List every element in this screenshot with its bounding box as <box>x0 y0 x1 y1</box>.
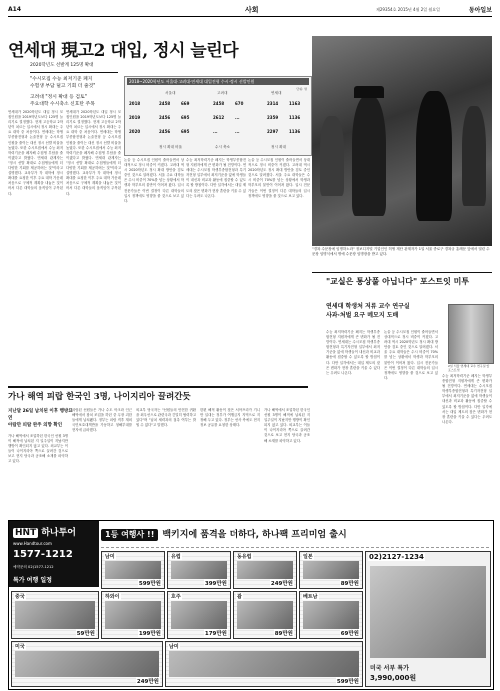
subhead: 주요대학 수시축소 신호탄 주목 <box>30 102 95 107</box>
subhead: 고려대 "정시 확대 등 검토" <box>30 95 87 100</box>
ad-phone: 1577-1212 <box>13 549 73 560</box>
divider <box>8 386 308 388</box>
right-panel-image <box>370 566 486 658</box>
tile-title: 중국 <box>15 594 25 600</box>
article-column: 논술 등 수시모집 인원이 줄어들면서 상대적으로 정시 비중이 커졌다. 고려대 역시 2020학년도 정시 확대 방안을 검토 중인 것으로 알려졌다. 서울 주요 대학들은 수시 비중이 70%를 넘는 상황에서 학생과 학부모의 불만이 이어져 왔다. 입시 전문가들은 이번 결정이 다른 대학들의 입시 정책에도 영향을 줄 것으로 보고 있다. <box>124 158 184 203</box>
article-column: 수능 최저학력기준 폐지는 학생부종합전형 지원자에게 큰 변화가 될 전망이다. 연세대는 수시모집 학생부종합전형과 특기자전형 일부에서 최저기준을 없애 학생들이 내신과 비교과 활동에 집중할 수 있도록 할 방침이다. 다만 일각에서는 대입 제도의 잦은 변화가 현장 혼란을 키울 수 있다는 우려도 나온다. <box>442 374 492 424</box>
subhead: "수시모집 수능 최저기준 폐지 <box>30 77 93 82</box>
kicker: 2020학년도 선발계 125명 확대 <box>30 63 94 68</box>
infographic-title: 2018~2020학년도 서울대·고려대·연세대 대입전형 수시·정시 선발인원 <box>127 78 309 85</box>
ad-brand <box>13 525 79 538</box>
tile-title: 하와이 <box>105 594 120 600</box>
travel-advertisement[interactable] <box>8 520 494 690</box>
infographic-row <box>129 115 307 127</box>
article-column: 연세대가 2020학년도 대입 정시 모집인원을 2019학년도보다 125명 늘리기로 결정했다. 현재 고등학교 2학년이 치르는 입시에서 정시 확대는 주요 대학 중 처음이다. 연세대는 학생부종합전형과 논술전형 등 수시모집 인원을 줄이는 대신 정시 선발 비율을 높였다. 또한 수시모집에서 수능 최저학력기준을 폐지해 수험생 부담을 줄이겠다고 밝혔다. 연세대 관계자는 "정시 선발 확대로 수험생들에게 더 다양한 기회를 제공하려는 것"이라고 설명했다. 교육부가 각 대학에 정시 확대를 요청한 이후 주요 대학 가운데 처음으로 구체적 계획을 내놓은 것이어서 다른 대학들의 움직임이 주목된다. <box>8 110 63 196</box>
admissions-infographic <box>124 76 312 156</box>
year-label: 2019 <box>129 115 141 120</box>
postit-photo <box>448 304 494 364</box>
ad-tag: 1등 여행사 !! <box>101 529 158 541</box>
newspaper-logo: 동아일보 <box>468 7 492 14</box>
page-number: A14 <box>8 6 21 13</box>
ad-tile[interactable] <box>233 591 297 639</box>
ad-banner <box>101 523 489 548</box>
value-cell: 695 <box>181 129 190 134</box>
ad-right-panel[interactable] <box>365 551 491 687</box>
article-column: 피랍된 선원들은 가나 수도 아크라 인근 해역에서 참치 조업을 하던 중 무장 괴한들에게 납치됐다. 정부는 피랍 직후 재외국민보호대책반을 가동하고 청해부대를 현지에 급파했다. <box>72 408 132 433</box>
group-label: 서울대 <box>165 91 176 95</box>
tile-title: 동유럽 <box>237 554 252 560</box>
ad-brand-mark: HNT <box>15 528 37 538</box>
ad-tile[interactable] <box>11 591 99 639</box>
tile-price: 249만원 <box>136 679 159 685</box>
postit-headline: "교실은 통상풀 아닙니다" 포스트잇 미투 <box>326 276 470 286</box>
piracy-subhead: 지난달 26일 납치된 이후 행방묘연 <box>8 409 73 421</box>
masthead-bar <box>8 4 492 17</box>
postit-subhead: 사과·처벌 요구 메모지 도배 <box>326 312 399 319</box>
subhead: 수험생 부담 덜고 기회 더 줄것" <box>30 84 96 89</box>
ad-tile[interactable] <box>233 551 297 589</box>
right-price: 3,990,000원 <box>370 674 417 682</box>
subheads <box>30 76 120 108</box>
ad-tile[interactable] <box>101 591 165 639</box>
year-label: 2018 <box>129 101 141 106</box>
section-name: 사회 <box>245 6 259 14</box>
article-column: 논술 등 수시모집 인원이 줄어들면서 상대적으로 정시 비중이 커졌다. 고려대 역시 2020학년도 정시 확대 방안을 검토 중인 것으로 알려졌다. 서울 주요 대학들은 수시 비중이 70%를 넘는 상황에서 학생과 학부모의 불만이 이어져 왔다. 입시 전문가들은 이번 결정이 다른 대학들의 입시 정책에도 영향을 줄 것으로 보고 있다. <box>248 158 310 198</box>
right-promo: 미국 서부 특가 <box>370 665 409 672</box>
article-column: 가나 해역에서 조업하던 한국인 선원 3명이 해적에 납치된 지 일주일이 지났지만 행방이 확인되지 않고 있다. 외교부는 이들이 나이지리아 쪽으로 끌려간 것으로 보고 현지 당국과 공조해 소재를 파악하고 있다. <box>8 434 68 464</box>
tile-title: 호주 <box>171 594 181 600</box>
tile-title: 남미 <box>105 554 115 560</box>
ceremony-photo <box>312 36 492 246</box>
value-cell: 2297 <box>267 129 279 134</box>
tile-price: 69만원 <box>340 631 359 637</box>
photo-figure-hat <box>354 86 384 98</box>
ad-brand-panel <box>9 521 99 587</box>
ad-tile[interactable] <box>165 641 363 687</box>
main-headline: 연세대 現고2 대입, 정시 늘린다 <box>8 41 239 61</box>
value-cell: 2458 <box>213 101 225 106</box>
value-cell: 2458 <box>159 101 171 106</box>
photo-caption: "경복 수문장에 임명하노라" 정보디지털 기업인인 허생 재단 관계자가 1일 서울 종로구 경복궁 흥례문 앞에서 열린 수문장 임명식에서 명예 수문장 임명장을 받고 있다. <box>312 247 490 256</box>
photo-figure <box>320 116 344 196</box>
tile-price: 59만원 <box>76 631 95 637</box>
photo-figure <box>352 96 386 216</box>
ad-tile[interactable] <box>101 551 165 589</box>
article-column: 외교부 당국자는 "선원들의 안전한 귀환을 최우선으로 관련국과 긴밀히 협력하고 있다"며 "납치 세력과의 접촉 여부는 밝힐 수 없다"고 말했다. <box>136 408 196 428</box>
tile-price: 89만원 <box>340 581 359 587</box>
tile-price: 599만원 <box>138 581 161 587</box>
piracy-subhead: 아랍만 피랍 완주 의향 확인 <box>8 423 63 428</box>
postit-subheads <box>326 302 446 320</box>
value-cell: 2456 <box>159 115 171 120</box>
article-column: 수능 최저학력기준 폐지는 학생부종합전형 지원자에게 큰 변화가 될 전망이다. 연세대는 수시모집 학생부종합전형과 특기자전형 일부에서 최저기준을 없애 학생들이 내신과 비교과 활동에 집중할 수 있도록 할 방침이다. 다만 일각에서는 대입 제도의 잦은 변화가 현장 혼란을 키울 수 있다는 우려도 나온다. <box>186 158 246 198</box>
footer-label: 정시 확대 비율 <box>159 145 183 149</box>
value-cell: 2314 <box>267 101 279 106</box>
piracy-subheads <box>8 408 73 429</box>
divider <box>30 72 118 73</box>
tile-title: 남미 <box>169 644 179 650</box>
footer-label: 정시 확대 <box>271 145 287 149</box>
value-cell: ... <box>235 129 240 134</box>
ad-banner-text: 백키지에 품격을 더하다, 하나팩 프리미엄 출시 <box>162 530 347 540</box>
article-column: 가나 해역에서 조업하던 한국인 선원 3명이 해적에 납치된 지 일주일이 지났지만 행방이 확인되지 않고 있다. 외교부는 이들이 나이지리아 쪽으로 끌려간 것으로 보고 현지 당국과 공조해 소재를 파악하고 있다. <box>264 408 310 443</box>
ad-tile[interactable] <box>167 591 231 639</box>
year-label: 2020 <box>129 129 141 134</box>
divider <box>312 272 492 273</box>
value-cell: ... <box>235 115 240 120</box>
photo-figure <box>462 106 486 206</box>
tile-title: 미국 <box>15 644 25 650</box>
article-column: 논술 등 수시모집 인원이 줄어들면서 상대적으로 정시 비중이 커졌다. 고려대 역시 2020학년도 정시 확대 방안을 검토 중인 것으로 알려졌다. 서울 주요 대학들은 수시 비중이 70%를 넘는 상황에서 학생과 학부모의 불만이 이어져 왔다. 입시 전문가들은 이번 결정이 다른 대학들의 입시 정책에도 영향을 줄 것으로 보고 있다. <box>384 330 438 380</box>
postit-subhead: 연세대 학생처 저류 교수 연구실 <box>326 303 410 310</box>
value-cell: 2612 <box>213 115 225 120</box>
article-column: 연세대가 2020학년도 대입 정시 모집인원을 2019학년도보다 125명 늘리기로 결정했다. 현재 고등학교 2학년이 치르는 입시에서 정시 확대는 주요 대학 중 처음이다. 연세대는 학생부종합전형과 논술전형 등 수시모집 인원을 줄이는 대신 정시 선발 비율을 높였다. 또한 수시모집에서 수능 최저학력기준을 폐지해 수험생 부담을 줄이겠다고 밝혔다. 연세대 관계자는 "정시 선발 확대로 수험생들에게 더 다양한 기회를 제공하려는 것"이라고 설명했다. 교육부가 각 대학에 정시 확대를 요청한 이후 주요 대학 가운데 처음으로 구체적 계획을 내놓은 것이어서 다른 대학들의 움직임이 주목된다. <box>66 110 121 196</box>
group-label: 고려대 <box>217 91 228 95</box>
right-phone: 02)2127-1234 <box>369 553 424 561</box>
value-cell: 1136 <box>289 115 301 120</box>
value-cell: 2359 <box>267 115 279 120</box>
tile-title: 베트남 <box>303 594 318 600</box>
infographic-row <box>129 101 307 113</box>
issue-meta: 제29354호 2015년 4월 2일 월요일 <box>376 7 440 12</box>
tile-price: 179만원 <box>204 631 227 637</box>
ad-tile[interactable] <box>11 641 163 687</box>
ad-promo: 특가 여행 일정 <box>13 577 52 584</box>
tile-title: 괌 <box>237 594 242 600</box>
infographic-row <box>129 129 307 141</box>
tile-price: 599만원 <box>336 679 359 685</box>
tile-title: 일본 <box>303 554 313 560</box>
tile-price: 199만원 <box>138 631 161 637</box>
infographic-unit: 단위: 명 <box>296 87 307 91</box>
value-cell: 669 <box>181 101 190 106</box>
footer-label: 수시 축소 <box>215 145 231 149</box>
tile-title: 유럽 <box>171 554 181 560</box>
article-column: 한편 해적 활동이 잦은 서아프리카 기니만 일대는 정부가 여행금지 지역으로 지정해 두고 있다. 정부는 선사 측에도 현지 정보 공유를 요청한 상태다. <box>200 408 260 428</box>
value-cell: 670 <box>235 101 244 106</box>
ad-sub: 예약문의 02)1577-1212 <box>13 565 54 569</box>
value-cell: 2456 <box>159 129 171 134</box>
ad-brand-name: 하나투어 <box>41 528 76 538</box>
piracy-headline: 가나 해역 피랍 한국인 3명, 나이지리아 끌려간듯 <box>8 392 191 402</box>
photo-figure <box>416 91 452 221</box>
tile-price: 399만원 <box>204 581 227 587</box>
group-label: 연세대 <box>271 91 282 95</box>
value-cell: ... <box>213 129 218 134</box>
value-cell: 1136 <box>289 129 301 134</box>
tile-price: 249만원 <box>270 581 293 587</box>
ad-tile[interactable] <box>167 551 231 589</box>
ad-url: www.Handtour.com <box>13 541 52 546</box>
postit-photo-caption: 2일 서울 연세대 교수 연구실 앞 포스트잇 <box>448 364 490 372</box>
tile-price: 89만원 <box>274 631 293 637</box>
value-cell: 695 <box>181 115 190 120</box>
ad-tile[interactable] <box>299 591 363 639</box>
value-cell: 1163 <box>289 101 301 106</box>
article-column: 수능 최저학력기준 폐지는 학생부종합전형 지원자에게 큰 변화가 될 전망이다. 연세대는 수시모집 학생부종합전형과 특기자전형 일부에서 최저기준을 없애 학생들이 내신과 비교과 활동에 집중할 수 있도록 할 방침이다. 다만 일각에서는 대입 제도의 잦은 변화가 현장 혼란을 키울 수 있다는 우려도 나온다. <box>326 330 380 375</box>
ad-tile[interactable] <box>299 551 363 589</box>
